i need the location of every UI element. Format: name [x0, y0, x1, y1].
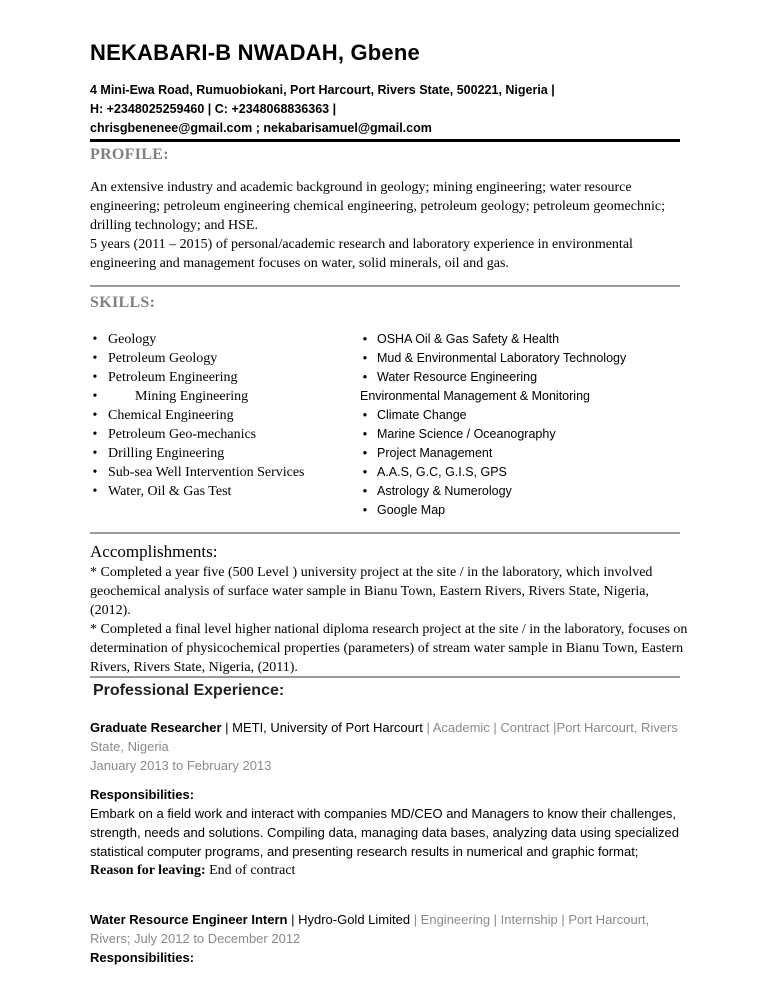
- accomplishments-text: [90, 563, 690, 677]
- profile-heading: PROFILE:: [90, 146, 169, 163]
- bullet: •: [362, 370, 368, 384]
- skills-heading: SKILLS:: [90, 294, 156, 311]
- email-line: chrisgbenenee@gmail.com ; nekabarisamuel@gmail.com: [90, 121, 432, 135]
- bullet: •: [362, 446, 368, 460]
- accomplishments-heading: Accomplishments:: [90, 542, 218, 561]
- list-item: [90, 482, 305, 501]
- job-separator: |: [287, 912, 299, 927]
- list-item: [360, 482, 626, 501]
- skill-label: Google Map: [377, 503, 446, 517]
- job-separator: |: [221, 720, 233, 735]
- list-item: [360, 444, 626, 463]
- candidate-name: NEKABARI-B NWADAH, Gbene: [90, 40, 420, 65]
- list-item: [90, 463, 305, 482]
- list-item: [90, 330, 305, 349]
- responsibilities-label: Responsibilities:: [90, 787, 195, 802]
- bullet: •: [362, 465, 368, 479]
- list-item: [360, 349, 626, 368]
- skill-label: Petroleum Engineering: [108, 370, 238, 385]
- bullet: •: [92, 427, 98, 442]
- skill-label: Project Management: [377, 446, 493, 460]
- bullet: •: [92, 465, 98, 480]
- skill-label: Environmental Management & Monitoring: [360, 389, 590, 403]
- skill-label: Petroleum Geology: [108, 351, 218, 366]
- bullet: •: [362, 408, 368, 422]
- bullet: •: [92, 332, 98, 347]
- job-dates: January 2013 to February 2013: [90, 758, 272, 773]
- bullet: •: [362, 484, 368, 498]
- address-line: 4 Mini-Ewa Road, Rumuobiokani, Port Harcourt, Rivers State, 500221, Nigeria |: [90, 83, 555, 97]
- job-title: Graduate Researcher: [90, 720, 222, 735]
- list-item: [90, 387, 305, 406]
- skill-label: Water, Oil & Gas Test: [108, 484, 232, 499]
- accomplishments-divider: [90, 676, 680, 678]
- profile-paragraph-1: An extensive industry and academic background in geology; mining engineering; water resource engineering; petroleum engineering chemical engineering, petroleum geology; petroleum geomechnic; drilling technology; and HSE.: [90, 180, 665, 233]
- job-organization: METI, University of Port Harcourt: [232, 720, 423, 735]
- list-item: [90, 349, 305, 368]
- accomplishment-item-2: * Completed a final level higher national diploma research project at the site / in the laboratory, focuses on determination of physicochemical properties (parameters) of stream water sample in Bianu Town, Eastern Rivers, Rivers State, Nigeria, (2011).: [90, 622, 688, 675]
- profile-paragraph-2: 5 years (2011 – 2015) of personal/academic research and laboratory experience in environmental engineering and management focuses on water, solid minerals, oil and gas.: [90, 237, 633, 271]
- reason-label: Reason for leaving:: [90, 863, 206, 878]
- list-item: [90, 444, 305, 463]
- list-item: [90, 368, 305, 387]
- list-item: [360, 501, 626, 520]
- skill-label: A.A.S, G.C, G.I.S, GPS: [377, 465, 507, 479]
- skill-label: Mining Engineering: [135, 389, 249, 404]
- bullet: •: [92, 408, 98, 423]
- job-meta: | Engineering | Internship | Port Harcourt, Rivers; July 2012 to December 2012: [90, 912, 650, 946]
- reason-text: End of contract: [205, 863, 296, 878]
- skill-label: Climate Change: [377, 408, 467, 422]
- list-item: [360, 425, 626, 444]
- list-item: [360, 387, 626, 406]
- profile-text: [90, 178, 690, 273]
- skills-divider: [90, 532, 680, 534]
- skills-list-left: [90, 330, 305, 501]
- phone-line: H: +2348025259460 | C: +2348068836363 |: [90, 102, 337, 116]
- profile-divider: [90, 285, 680, 287]
- list-item: [90, 425, 305, 444]
- bullet: •: [92, 484, 98, 499]
- header-divider: [90, 139, 680, 142]
- bullet: •: [92, 446, 98, 461]
- bullet: •: [362, 503, 368, 517]
- reason-line: [90, 861, 690, 880]
- list-item: [360, 368, 626, 387]
- job-title-line: [90, 910, 690, 948]
- skill-label: Drilling Engineering: [108, 446, 225, 461]
- responsibilities-text: Embark on a field work and interact with companies MD/CEO and Managers to know their challenges, strength, needs and solutions. Compiling data, managing data bases, analyzing data using specialized statistical computer programs, and presenting research results in numerical and graphic format;: [90, 806, 679, 859]
- job-meta: | Academic | Contract |Port Harcourt, Rivers State, Nigeria: [90, 720, 678, 754]
- skill-label: Astrology & Numerology: [377, 484, 512, 498]
- skill-label: Chemical Engineering: [108, 408, 234, 423]
- skill-label: Mud & Environmental Laboratory Technology: [377, 351, 627, 365]
- job-entry-1: [90, 718, 690, 880]
- job-organization: Hydro-Gold Limited: [298, 912, 411, 927]
- bullet: •: [92, 389, 98, 404]
- skill-label: Petroleum Geo-mechanics: [108, 427, 257, 442]
- skill-label: Marine Science / Oceanography: [377, 427, 556, 441]
- list-item: [360, 330, 626, 349]
- skill-label: Sub-sea Well Intervention Services: [108, 465, 305, 480]
- job-entry-2: [90, 910, 690, 967]
- skill-label: OSHA Oil & Gas Safety & Health: [377, 332, 560, 346]
- list-item: [360, 406, 626, 425]
- bullet: •: [362, 351, 368, 365]
- bullet: •: [92, 351, 98, 366]
- experience-heading: Professional Experience:: [93, 682, 285, 699]
- job-title: Water Resource Engineer Intern: [90, 912, 288, 927]
- bullet: •: [92, 370, 98, 385]
- bullet: •: [362, 427, 368, 441]
- accomplishment-item-1: * Completed a year five (500 Level ) university project at the site / in the laboratory, which involved geochemical analysis of surface water sample in Bianu Town, Eastern Rivers, Rivers State, Nigeria, (2012).: [90, 565, 653, 618]
- list-item: [360, 463, 626, 482]
- skills-list-right: [360, 330, 626, 520]
- job-title-line: [90, 718, 690, 756]
- responsibilities-label: Responsibilities:: [90, 950, 195, 965]
- list-item: [90, 406, 305, 425]
- skill-label: Geology: [108, 332, 157, 347]
- bullet: •: [362, 332, 368, 346]
- skill-label: Water Resource Engineering: [377, 370, 538, 384]
